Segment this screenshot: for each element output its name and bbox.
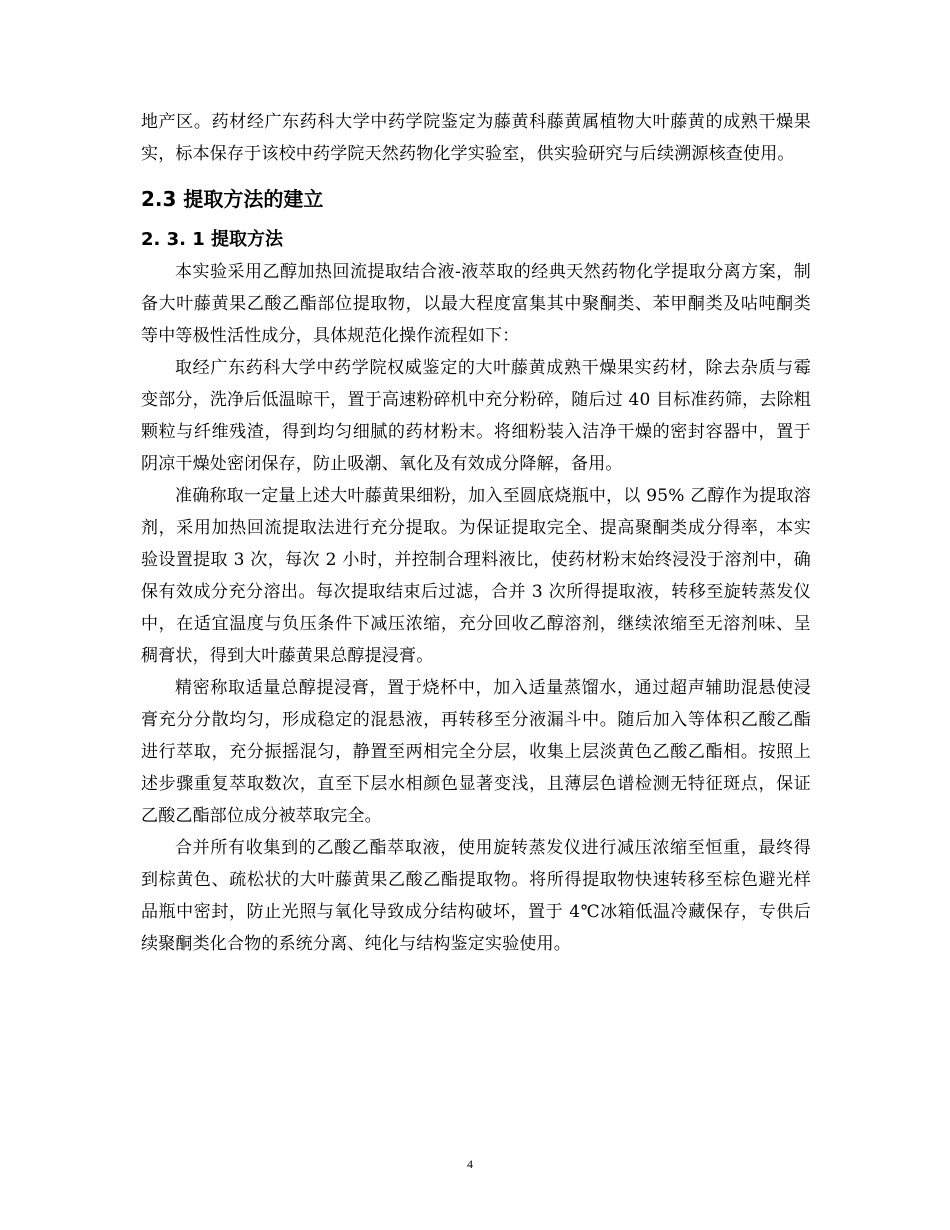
body-paragraph: 精密称取适量总醇提浸膏，置于烧杯中，加入适量蒸馏水，通过超声辅助混悬使浸膏充分分散均匀，形成稳定的混悬液，再转移至分液漏斗中。随后加入等体积乙酸乙酯进行萃取，充分振摇混匀，静置至两相完全分层，收集上层淡黄色乙酸乙酯相。按照上述步骤重复萃取数次，直至下层水相颜色显著变浅，且薄层色谱检测无特征斑点，保证乙酸乙酯部位成分被萃取完全。 <box>141 678 811 826</box>
body-paragraph: 准确称取一定量上述大叶藤黄果细粉，加入至圆底烧瓶中，以 95% 乙醇作为提取溶剂，采用加热回流提取法进行充分提取。为保证提取完全、提高聚酮类成分得率，本实验设置提取 3 次，每次 2 小时，并控制合理料液比，使药材粉末始终浸没于溶剂中，确保有效成分充分溶出。每次提取结束后过滤，合并 3 次所得提取液，转移至旋转蒸发仪中，在适宜温度与负压条件下减压浓缩，充分回收乙醇溶剂，继续浓缩至无溶剂味、呈稠膏状，得到大叶藤黄果总醇提浸膏。 <box>141 486 811 666</box>
continued-paragraph: 地产区。药材经广东药科大学中药学院鉴定为藤黄科藤黄属植物大叶藤黄的成熟干燥果实，标本保存于该校中药学院天然药物化学实验室，供实验研究与后续溯源核查使用。 <box>141 112 811 164</box>
body-paragraph: 合并所有收集到的乙酸乙酯萃取液，使用旋转蒸发仪进行减压浓缩至恒重，最终得到棕黄色、疏松状的大叶藤黄果乙酸乙酯提取物。将所得提取物快速转移至棕色避光样品瓶中密封，防止光照与氧化导致成分结构破坏，置于 4℃冰箱低温冷藏保存，专供后续聚酮类化合物的系统分离、纯化与结构鉴定实验使用。 <box>141 838 811 954</box>
page-number: 4 <box>467 1157 473 1171</box>
section-heading: 2.3 提取方法的建立 <box>141 187 324 211</box>
subsection-heading: 2. 3. 1 提取方法 <box>141 229 284 250</box>
body-paragraph: 取经广东药科大学中药学院权威鉴定的大叶藤黄成熟干燥果实药材，除去杂质与霉变部分，洗净后低温晾干，置于高速粉碎机中充分粉碎，随后过 40 目标准药筛，去除粗颗粒与纤维残渣，得到均匀细腻的药材粉末。将细粉装入洁净干燥的密封容器中，置于阴凉干燥处密闭保存，防止吸潮、氧化及有效成分降解，备用。 <box>141 358 811 474</box>
page-content <box>141 106 811 960</box>
body-paragraph: 本实验采用乙醇加热回流提取结合液-液萃取的经典天然药物化学提取分离方案，制备大叶藤黄果乙酸乙酯部位提取物，以最大程度富集其中聚酮类、苯甲酮类及呫吨酮类等中等极性活性成分，具体规范化操作流程如下： <box>141 262 811 346</box>
